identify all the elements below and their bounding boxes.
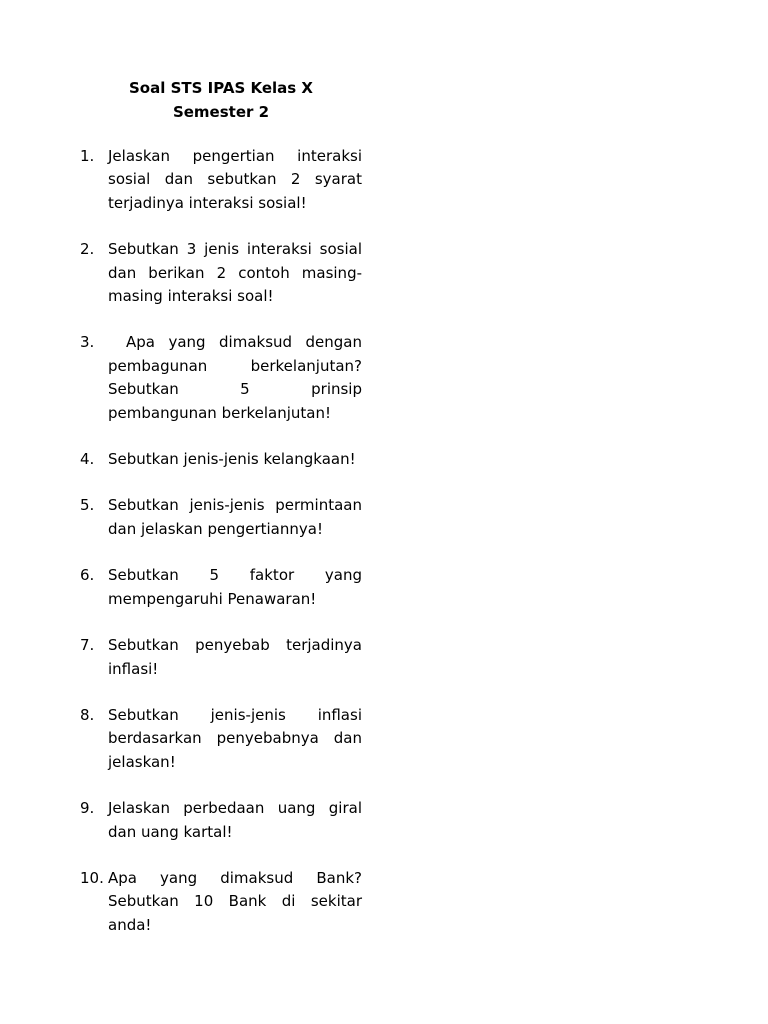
question-text: Apa yang dimaksud dengan pembagunan berkelanjutan? Sebutkan 5 prinsip pembangunan berkelanjutan!	[108, 333, 362, 422]
question-text: Apa yang dimaksud Bank? Sebutkan 10 Bank di sekitar anda!	[108, 868, 362, 934]
question-text: Sebutkan 5 faktor yang mempengaruhi Penawaran!	[108, 566, 362, 608]
question-number: 4.	[80, 450, 95, 469]
question-number: 7.	[80, 636, 95, 655]
question-text: Sebutkan jenis-jenis inflasi berdasarkan penyebabnya dan jelaskan!	[108, 705, 362, 771]
question-number: 3.	[80, 333, 95, 352]
question-item	[80, 634, 362, 681]
question-number: 9.	[80, 799, 95, 818]
question-text: Sebutkan jenis-jenis kelangkaan!	[108, 450, 356, 469]
title-block	[80, 76, 362, 124]
question-item	[80, 704, 362, 774]
question-text: Jelaskan perbedaan uang giral dan uang kartal!	[108, 799, 362, 841]
question-item	[80, 145, 362, 215]
question-text: Sebutkan 3 jenis interaksi sosial dan berikan 2 contoh masing-masing interaksi soal!	[108, 240, 362, 306]
question-list	[80, 145, 362, 960]
question-item	[80, 564, 362, 611]
question-text: Jelaskan pengertian interaksi sosial dan sebutkan 2 syarat terjadinya interaksi sosial!	[108, 147, 362, 212]
question-number: 6.	[80, 566, 95, 585]
document-title: Soal STS IPAS Kelas X	[129, 79, 313, 97]
question-item	[80, 238, 362, 308]
question-number: 2.	[80, 240, 95, 259]
question-item	[80, 867, 362, 937]
document-subtitle: Semester 2	[172, 103, 270, 121]
question-number: 5.	[80, 496, 95, 515]
question-number: 8.	[80, 705, 95, 724]
question-number: 10.	[80, 868, 104, 887]
question-item	[80, 331, 362, 425]
question-text: Sebutkan jenis-jenis permintaan dan jelaskan pengertiannya!	[108, 496, 362, 538]
question-number: 1.	[80, 147, 95, 165]
question-item	[80, 797, 362, 844]
question-text: Sebutkan penyebab terjadinya inflasi!	[108, 636, 362, 678]
question-item	[80, 494, 362, 541]
question-item	[80, 448, 362, 471]
